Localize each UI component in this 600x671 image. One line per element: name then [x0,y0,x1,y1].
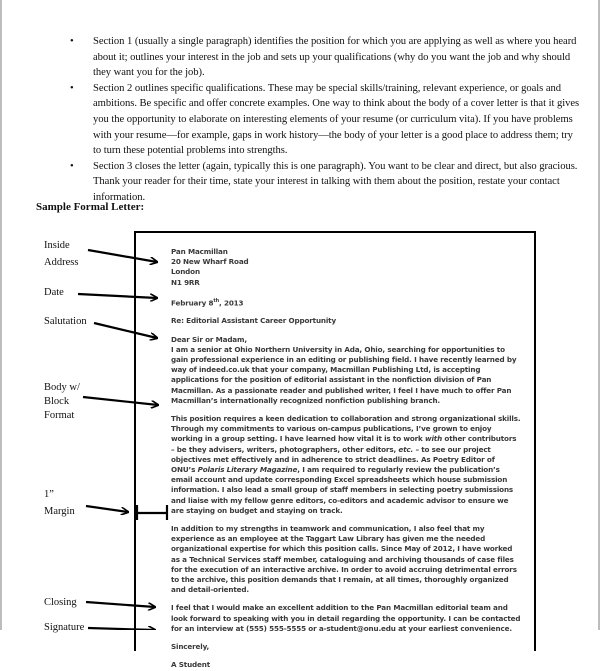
label-line: Block [44,396,70,407]
label-body [44,381,80,423]
label-line: 1” [44,489,54,500]
sample-heading: Sample Formal Letter: [36,201,145,213]
bullet-section-3 [70,159,580,206]
address-line: 20 New Wharf Road [171,257,249,267]
bullet-text: Section 2 outlines specific qualifications. These may be special skills/training, relevant experience, or goals and ambitions. Be specific and offer concrete examples. One way to think about the body of a cover letter is that it gives you the opportunity to elaborate on interesting elements of your resume (or curriculum vita). If you have problems with your resume—for example, gaps in work history—the body of your letter is a good place to address them; try to turn these potential problems into strengths. [93,82,580,157]
bullet-section-1 [70,34,580,81]
sample-letter [171,247,521,671]
label-inside-address [44,237,78,271]
label-line: Inside [44,240,70,251]
label-line: Body w/ [44,382,80,393]
letter-signature: A Student [171,660,211,670]
label-margin [44,486,75,520]
bullet-text: Section 1 (usually a single paragraph) identifies the position for which you are applying as well as where you heard about it; outlines your interest in the job and sets up your qualifications (why do you want the job and why should they want you for the job). [93,36,577,79]
label-closing: Closing [44,597,77,608]
page-border-left [0,0,2,630]
label-date: Date [44,287,64,298]
date-month: February 8 [171,298,214,308]
arrow-margin [86,506,128,512]
section-instructions-list [70,34,580,206]
body-paragraph-4: I feel that I would make an excellent addition to the Pan Macmillan editorial team and look forward to speaking with you in detail regarding the opportunity. I can be contacted for an interview at (555) 555-5555 or a-student@onu.edu at your earliest convenience. [171,603,521,633]
bullet-icon: • [70,82,74,94]
letter-salutation: Dear Sir or Madam, [171,334,247,344]
letter-date [171,296,521,309]
address-line: London [171,267,200,277]
body-paragraph-3: In addition to my strengths in teamwork and communication, I also feel that my experience as an employee at the Taggart Law Library has given me the needed organizational expertise for which this position calls. Since May of 2012, I have worked as a Technical Services staff member, cataloguing and archiving thousands of case files for the execution of an interactive archive. In order to avoid accruing detrimental errors to the archive, this position demands that I remain, at all times, thoroughly organized and detail-oriented. [171,524,517,595]
bullet-icon: • [70,36,74,47]
bullet-text: Section 3 closes the letter (again, typically this is one paragraph). You want to be clear and direct, but also gracious. Thank your reader for their time, state your interest in talking with them about the position, restate your contact information. [93,160,578,203]
label-salutation: Salutation [44,316,87,327]
body-paragraph-1: I am a senior at Ohio Northern University in Ada, Ohio, searching for opportunities to gain professional experience in an editing or publishing field. I have recently learned by way of indeed.co.uk that your company, Macmillan Publishing Ltd, is accepting applications for the position of editorial assistant in the nonfiction division of Pan Macmillan. As a passionate reader and published writer, I feel I have much to offer Pan Macmillan’s internationally recognized nonfiction publishing branch. [171,344,517,405]
date-year: , 2013 [219,298,244,308]
letter-closing: Sincerely, [171,642,210,652]
label-line: Address [44,257,79,268]
address-line: N1 9RR [171,277,200,287]
label-line: Margin [44,506,75,517]
address-line: Pan Macmillan [171,247,228,256]
label-signature: Signature [44,622,85,633]
body-paragraph-2: This position requires a keen dedication to collaboration and strong organizational skills. Through my commitments to various on-campus publications, I’ve grown to enjoy working in a group setting. I have learned how vital it is to work with other contributors – be they advisers, writers, photographers, other editors, etc. – to see our project objectives met effectively and in adherence to strict deadlines. As Poetry Editor of ONU’s Polaris Literary Magazine, I am required to regularly review the publication’s email account and update corresponding Excel spreadsheets which house submission information. I also lead a small group of staff members in selecting poetry submissions and liaise with my fellow genre editors, co-editors and academic advisor to ensure we are staying on budget and staying on track. [171,414,521,515]
bullet-icon: • [70,160,74,172]
label-line: Format [44,410,75,421]
re-line: Re: Editorial Assistant Career Opportunity [171,316,337,326]
date-sup: th [213,297,220,304]
bullet-section-2 [70,81,580,159]
